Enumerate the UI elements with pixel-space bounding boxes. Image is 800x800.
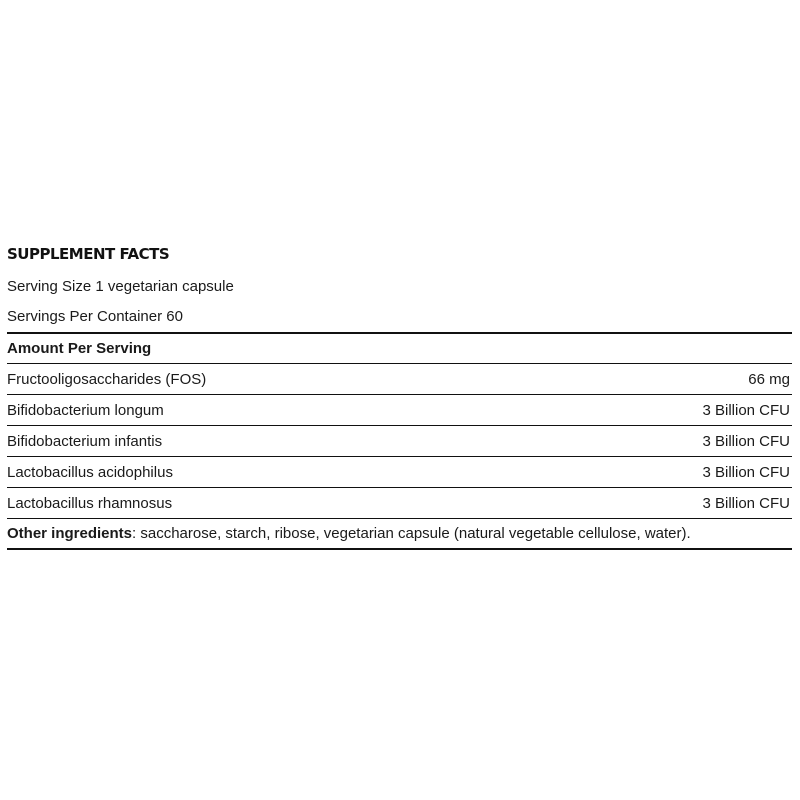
ingredient-name: Bifidobacterium infantis — [7, 432, 163, 450]
other-ingredients-label: Other ingredients — [7, 525, 133, 542]
ingredient-amount: 3 Billion CFU — [702, 432, 790, 450]
ingredient-row — [7, 395, 792, 426]
ingredient-name: Bifidobacterium longum — [7, 401, 164, 419]
ingredient-name: Fructooligosaccharides (FOS) — [7, 370, 207, 388]
ingredient-amount: 3 Billion CFU — [702, 463, 790, 481]
other-ingredients — [7, 519, 792, 550]
serving-size: Serving Size 1 vegetarian capsule — [7, 278, 234, 295]
amount-per-serving-header: Amount Per Serving — [7, 340, 152, 357]
ingredient-row — [7, 488, 792, 519]
servings-per-container: Servings Per Container 60 — [7, 308, 183, 325]
ingredient-amount: 3 Billion CFU — [702, 401, 790, 419]
ingredient-amount: 66 mg — [748, 370, 790, 388]
other-ingredients-text: : saccharose, starch, ribose, vegetarian capsule (natural vegetable cellulose, water). — [132, 525, 691, 542]
ingredient-name: Lactobacillus rhamnosus — [7, 494, 173, 512]
ingredient-row — [7, 364, 792, 395]
ingredient-row — [7, 457, 792, 488]
supplement-facts-panel — [7, 240, 792, 550]
ingredient-row — [7, 426, 792, 457]
panel-title: SUPPLEMENT FACTS — [7, 245, 170, 263]
ingredient-name: Lactobacillus acidophilus — [7, 463, 173, 481]
ingredient-amount: 3 Billion CFU — [702, 494, 790, 512]
